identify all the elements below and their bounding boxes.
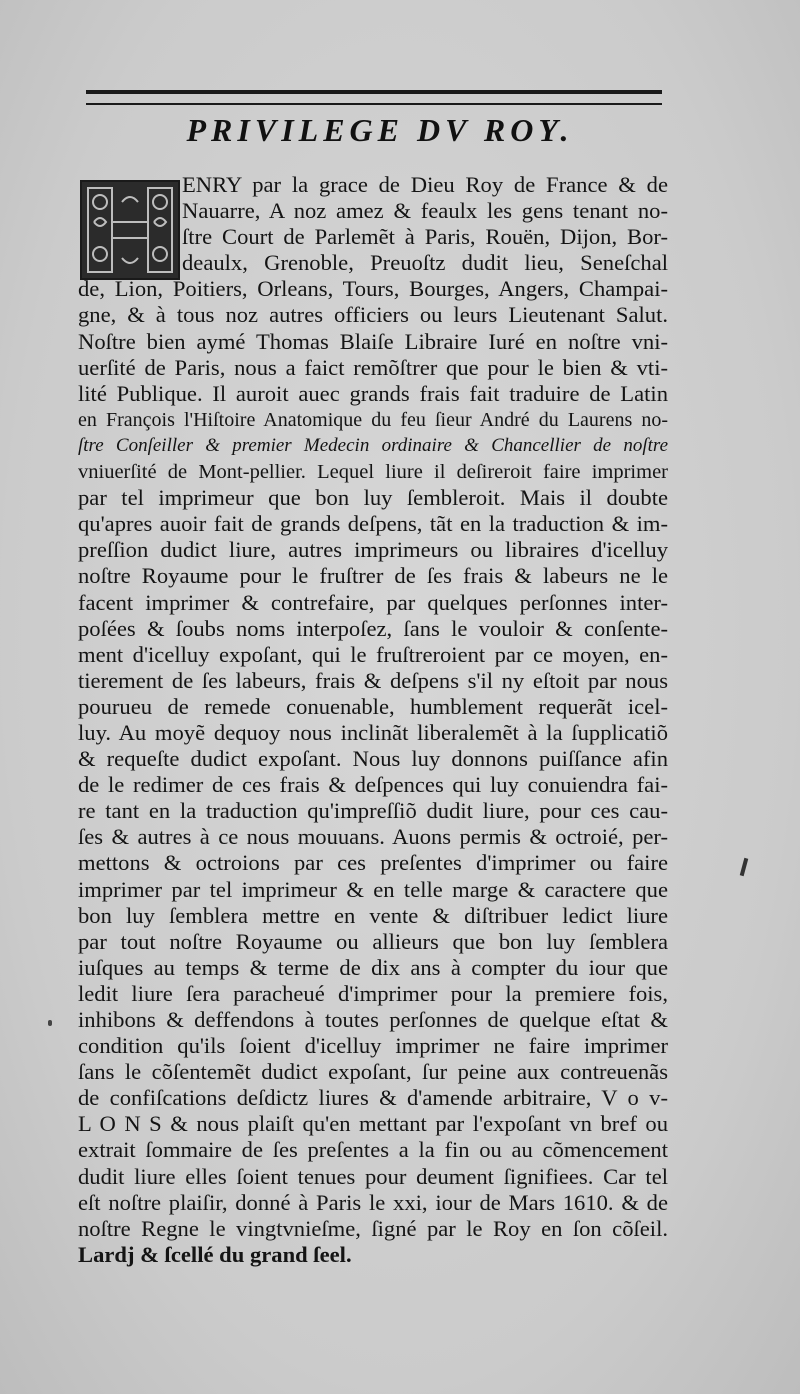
text-line: facent imprimer & contrefaire, par quelques perſonnes inter- (78, 589, 668, 615)
text-line: qu'apres auoir fait de grands deſpens, tãt en la traduction & im- (78, 511, 668, 537)
text-line: ment d'icelluy expoſant, qui le fruſtreroient par ce moyen, en- (78, 641, 668, 667)
text-line: bon luy ſemblera mettre en vente & diſtribuer ledict liure (78, 902, 668, 928)
ink-mark (48, 1020, 52, 1026)
text-line: noſtre Regne le vingtvnieſme, ſigné par le Roy en ſon cõſeil. (78, 1215, 668, 1241)
text-line: ſtre Conſeiller & premier Medecin ordinaire & Chancellier de noſtre (78, 434, 668, 456)
text-line: condition qu'ils ſoient d'icelluy imprimer ne faire imprimer (78, 1033, 668, 1059)
text-line: par tout noſtre Royaume ou allieurs que bon luy ſemblera (78, 928, 668, 954)
text-line: mettons & octroions par ces preſentes d'imprimer ou faire (78, 850, 668, 876)
privilege-text (78, 172, 668, 1268)
text-line: Noſtre bien aymé Thomas Blaiſe Libraire Iuré en noſtre vni- (78, 328, 668, 354)
text-line: & requeſte dudict expoſant. Nous luy donnons puiſſance afin (78, 746, 668, 772)
text-line: de le redimer de ces frais & deſpences qui luy conuiendra fai- (78, 772, 668, 798)
text-line: ledit liure ſera paracheué d'imprimer pour la premiere fois, (78, 980, 668, 1006)
text-line: iuſques au temps & terme de dix ans à compter du iour que (78, 954, 668, 980)
text-line: ſans le cõſentemẽt dudict expoſant, ſur peine aux contreuenãs (78, 1059, 668, 1085)
text-line: eſt noſtre plaiſir, donné à Paris le xxi, iour de Mars 1610. & de (78, 1189, 668, 1215)
text-line: luy. Au moyẽ dequoy nous inclinãt liberalemẽt à la ſupplicatiõ (78, 719, 668, 745)
text-line: en François l'Hiſtoire Anatomique du feu ſieur André du Laurens no- (78, 408, 668, 431)
text-line: poſées & ſoubs noms interpoſez, ſans le vouloir & conſente- (78, 615, 668, 641)
text-line: par tel imprimeur que bon luy ſembleroit. Mais il doubte (78, 485, 668, 511)
text-line: ENRY par la grace de Dieu Roy de France & de (182, 172, 668, 197)
text-line: de, Lion, Poitiers, Orleans, Tours, Bourges, Angers, Champai- (78, 276, 668, 302)
text-line: deaulx, Grenoble, Preuoſtz dudit lieu, Seneſchal (182, 250, 668, 276)
text-line: noſtre Royaume pour le fruſtrer de ſes frais & labeurs ne le (78, 563, 668, 589)
text-line: uerſité de Paris, nous a faict remõſtrer que pour le bien & vti- (78, 354, 668, 380)
text-line: pourueu de remede conuenable, humblement requerãt icel- (78, 693, 668, 719)
text-line: ſtre Court de Parlemẽt à Paris, Rouën, Dijon, Bor- (182, 224, 668, 250)
ink-mark (740, 858, 749, 876)
signature-line: Lardj & ſcellé du grand ſeel. (78, 1241, 352, 1267)
text-line: dudit liure elles ſoient tenues pour deument ſignifiees. Car tel (78, 1163, 668, 1189)
text-line: de confiſcations deſdictz liures & d'amende arbitraire, V o v- (78, 1085, 668, 1111)
text-line: re tant en la traduction qu'impreſſiõ dudit liure, pour ces cau- (78, 798, 668, 824)
text-line: extrait ſommaire de ſes preſentes a la fin ou au cõmencement (78, 1137, 668, 1163)
text-line: preſſion dudict liure, autres imprimeurs ou libraires d'icelluy (78, 537, 668, 563)
top-rule (86, 90, 662, 105)
text-line: inhibons & deffendons à toutes perſonnes de quelque eſtat & (78, 1007, 668, 1032)
text-line: imprimer par tel imprimeur & en telle marge & caractere que (78, 876, 668, 902)
page-title: PRIVILEGE DV ROY. (186, 112, 574, 148)
text-line: L O N S & nous plaiſt qu'en mettant par l'expoſant vn bref ou (78, 1111, 668, 1137)
text-line: ſes & autres à ce nous mouuans. Auons permis & octroié, per- (78, 824, 668, 850)
text-line: lité Publique. Il auroit auec grands frais fait traduire de Latin (78, 380, 668, 406)
text-line: Nauarre, A noz amez & feaulx les gens tenant no- (182, 198, 668, 224)
text-line: tierement de ſes labeurs, frais & deſpens s'il ny eſtoit par nous (78, 667, 668, 693)
text-line: gne, & à tous noz autres officiers ou leurs Lieutenant Salut. (78, 302, 668, 328)
text-line: vniuerſité de Mont-pellier. Lequel liure il deſireroit faire imprimer (78, 461, 668, 484)
